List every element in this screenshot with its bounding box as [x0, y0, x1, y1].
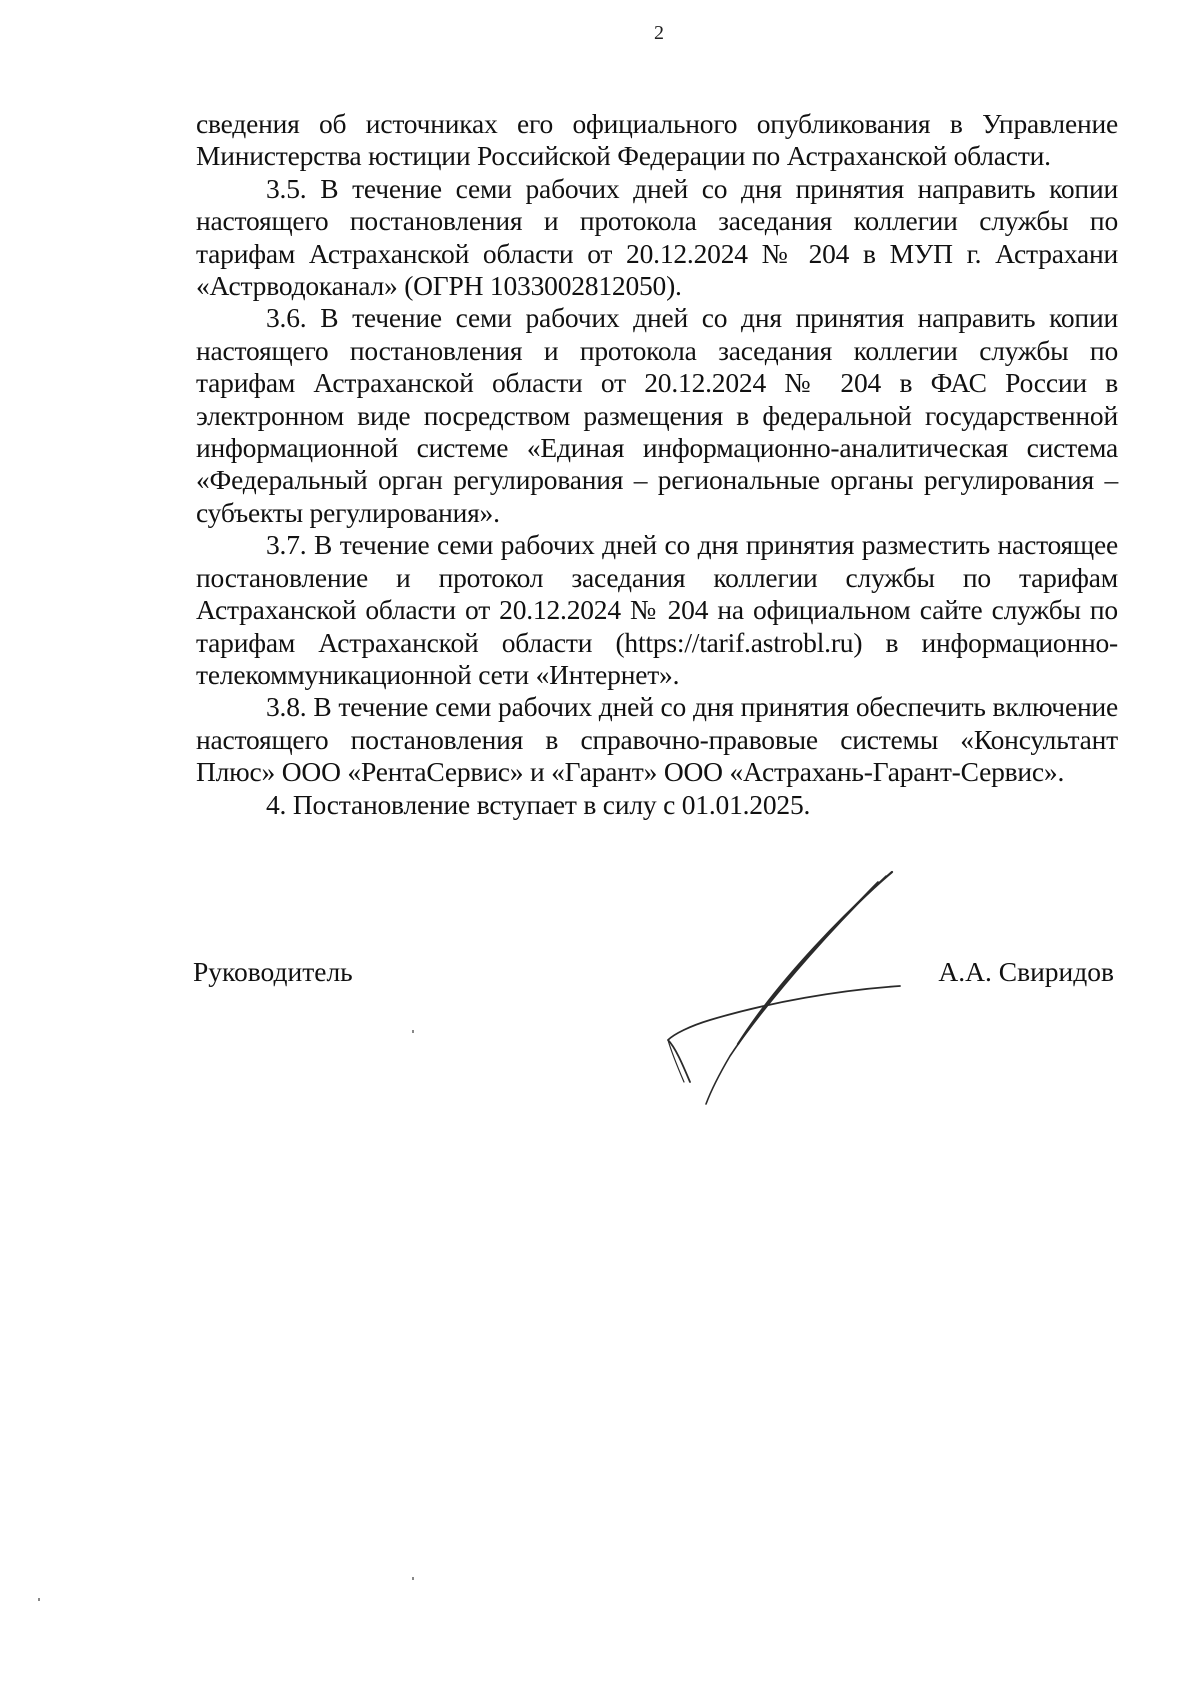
paragraph-3-8: 3.8. В течение семи рабочих дней со дня принятия обеспечить включение настоящего постановления в справочно-правовые системы «Консультант Плюс» ООО «РентаСервис» и «Гарант» ООО «Астрахань-Гарант-Сервис». [196, 691, 1118, 788]
paragraph-3-5: 3.5. В течение семи рабочих дней со дня принятия направить копии настоящего постановления и протокола заседания коллегии службы по тарифам Астраханской области от 20.12.2024 № 204 в МУП г. Астрахани «Астрводоканал» (ОГРН 1033002812050). [196, 172, 1118, 302]
page-number: 2 [654, 22, 664, 44]
paragraph-continuation: сведения об источниках его официального опубликования в Управление Министерства юстиции Российской Федерации по Астраханской области. [196, 108, 1118, 172]
paragraph-4: 4. Постановление вступает в силу с 01.01.2025. [266, 788, 811, 820]
paragraph-3-6: 3.6. В течение семи рабочих дней со дня принятия направить копии настоящего постановления и протокола заседания коллегии службы по тарифам Астраханской области от 20.12.2024 № 204 в ФАС России в электронном виде посредством размещения в федеральной государственной информационной системе «Единая информационно-аналитическая система «Федеральный орган регулирования – региональные органы регулирования – субъекты регулирования». [196, 302, 1118, 528]
signatory-name: А.А. Свиридов [938, 956, 1114, 987]
scan-speck [412, 1030, 414, 1033]
handwritten-signature [660, 868, 920, 1108]
paragraph-3-7: 3.7. В течение семи рабочих дней со дня принятия разместить настоящее постановление и протокол заседания коллегии службы по тарифам Астраханской области от 20.12.2024 № 204 на официальном сайте службы по тарифам Астраханской области (https://tarif.astrobl.ru) в информационно-телекоммуникационной сети «Интернет». [196, 529, 1118, 690]
signature-block [0, 956, 1200, 996]
signatory-title: Руководитель [193, 956, 353, 987]
scan-speck [412, 1577, 414, 1580]
document-body [196, 108, 1118, 821]
scan-speck [38, 1598, 40, 1601]
